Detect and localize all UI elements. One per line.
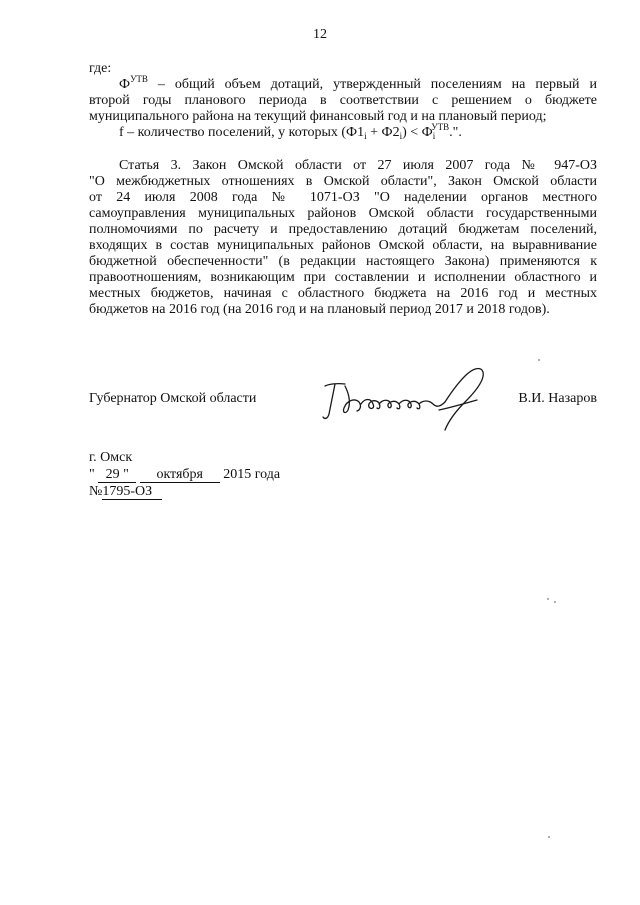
explanation-line-1: $Ф^{УТВ}$ – общий объем дотаций, утвержденный поселениям на первый и [119, 74, 597, 92]
article-line: правоотношениям, возникающим при составлении и исполнении областного и [89, 270, 597, 285]
article-line: бюджетов на 2016 год (на 2016 год и на плановый период 2017 и 2018 годов). [89, 302, 550, 317]
where-label: где: [89, 61, 112, 76]
scan-speck [554, 601, 556, 603]
date-day: 29 " [98, 468, 136, 483]
article-line: входящих в состав муниципальных районов Омской области, на выравнивание [89, 238, 597, 253]
signatory-title: Губернатор Омской области [89, 391, 257, 406]
article-line: полномочиями по расчету и предоставлению дотаций бюджетам поселений, [89, 222, 597, 237]
explanation-line-4: f – количество поселений, у которых $(Ф1_i + Ф2_i) < Ф_i^{УТВ}$.". [119, 122, 462, 141]
signature-row [89, 372, 597, 432]
article-3 [89, 158, 597, 318]
law-number [89, 483, 280, 500]
explanation-line-3: муниципального района на текущий финансовый год и на плановый период; [89, 109, 547, 124]
article-line: "О межбюджетных отношениях в Омской области", Закон Омской области [89, 174, 597, 189]
date-quote-open: " [89, 467, 95, 482]
law-number-value: 1795-ОЗ [102, 485, 162, 500]
handwritten-signature [315, 364, 505, 439]
article-line: местных бюджетов, начиная с областного бюджета на 2016 год и местных [89, 286, 597, 301]
article-line: от 24 июля 2008 года № 1071-ОЗ "О наделении органов местного [89, 190, 597, 205]
law-number-prefix: № [89, 484, 103, 499]
article-line: Статья 3. Закон Омской области от 27 июля 2007 года № 947-ОЗ [119, 158, 597, 173]
place-date-block [89, 449, 280, 500]
signing-date [89, 466, 280, 483]
date-year: 2015 года [223, 467, 281, 482]
article-line: самоуправления муниципальных районов Омской области государственными [89, 206, 597, 221]
formula-explanation [89, 61, 597, 141]
scan-speck [538, 359, 540, 361]
scan-speck [548, 836, 550, 838]
page-number: 12 [313, 27, 327, 42]
explanation-line-2: второй годы планового периода в соответствии с решением о бюджете [89, 93, 597, 108]
article-line: бюджетной обеспеченности" (в редакции настоящего Закона) применяются к [89, 254, 597, 269]
city: г. Омск [89, 450, 133, 465]
signatory-name: В.И. Назаров [518, 391, 597, 406]
scan-speck [547, 598, 549, 600]
date-month: октября [140, 468, 220, 483]
